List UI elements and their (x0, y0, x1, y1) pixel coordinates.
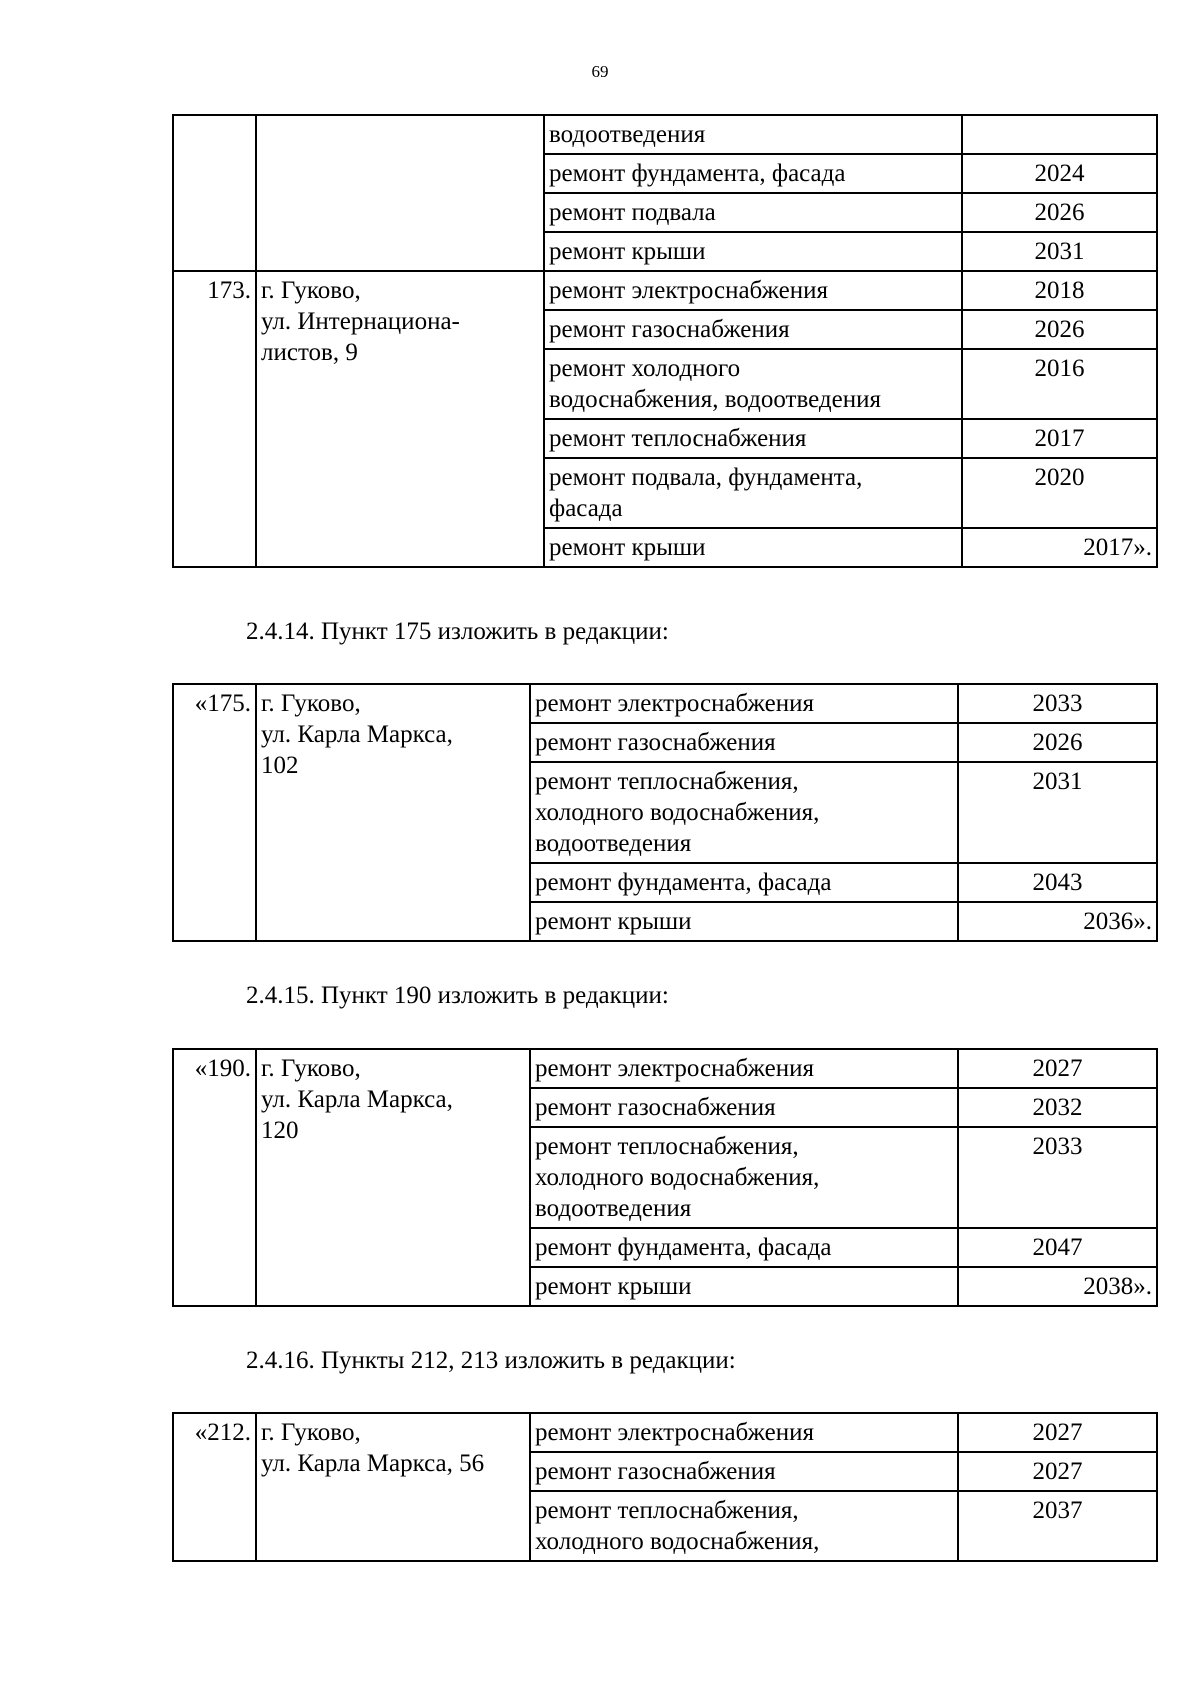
work-line: ремонт подвала, фундамента, (549, 464, 863, 491)
work-cell (544, 458, 962, 528)
num-cell (173, 115, 256, 271)
work-cell: ремонт электроснабжения (530, 1049, 958, 1088)
work-line: водоотведения (535, 1195, 692, 1222)
year-cell: 2032 (958, 1088, 1157, 1127)
work-cell: ремонт крыши (544, 528, 962, 567)
address-line: листов, 9 (261, 339, 358, 366)
address-line: 120 (261, 1117, 299, 1144)
work-line: холодного водоснабжения, (535, 799, 820, 826)
work-cell: ремонт газоснабжения (530, 1088, 958, 1127)
year-cell: 2027 (958, 1049, 1157, 1088)
work-line: холодного водоснабжения, (535, 1164, 820, 1191)
year-cell: 2018 (962, 271, 1157, 310)
year-cell: 2031 (962, 232, 1157, 271)
year-cell: 2047 (958, 1228, 1157, 1267)
address-line: 102 (261, 752, 299, 779)
address-line: ул. Карла Маркса, (261, 721, 453, 748)
work-cell (530, 1491, 958, 1561)
year-cell: 2043 (958, 863, 1157, 902)
address-line: г. Гуково, (261, 277, 361, 304)
year-cell: 2026 (962, 193, 1157, 232)
work-cell (544, 349, 962, 419)
work-line: ремонт теплоснабжения, (535, 1497, 799, 1524)
repair-table-175 (172, 683, 1158, 942)
work-cell: ремонт крыши (530, 1267, 958, 1306)
table-row (173, 1413, 1157, 1452)
work-cell: ремонт газоснабжения (544, 310, 962, 349)
year-cell: 2024 (962, 154, 1157, 193)
repair-table-212 (172, 1412, 1158, 1562)
work-cell: ремонт фундамента, фасада (530, 1228, 958, 1267)
address-line: г. Гуково, (261, 1055, 361, 1082)
year-cell (962, 115, 1157, 154)
work-line: водоснабжения, водоотведения (549, 386, 881, 413)
address-cell (256, 684, 530, 941)
work-cell: ремонт электроснабжения (530, 684, 958, 723)
address-cell (256, 271, 544, 567)
page-number: 69 (591, 62, 609, 81)
year-cell: 2031 (958, 762, 1157, 863)
table-row (173, 271, 1157, 310)
work-line: ремонт теплоснабжения, (535, 1133, 799, 1160)
work-line: ремонт холодного (549, 355, 741, 382)
item-number: 173. (173, 271, 256, 567)
repair-table-190 (172, 1048, 1158, 1307)
year-cell: 2020 (962, 458, 1157, 528)
year-cell: 2037 (958, 1491, 1157, 1561)
year-cell: 2017 (962, 419, 1157, 458)
item-number: «212. (173, 1413, 256, 1561)
year-cell: 2027 (958, 1413, 1157, 1452)
work-cell: ремонт крыши (544, 232, 962, 271)
year-cell: 2038». (958, 1267, 1157, 1306)
address-cell (256, 1049, 530, 1306)
address-line: г. Гуково, (261, 1419, 361, 1446)
work-cell: ремонт электроснабжения (530, 1413, 958, 1452)
year-cell: 2017». (962, 528, 1157, 567)
work-cell: ремонт крыши (530, 902, 958, 941)
year-cell: 2033 (958, 1127, 1157, 1228)
work-cell: ремонт теплоснабжения (544, 419, 962, 458)
year-cell: 2026 (958, 723, 1157, 762)
address-line: ул. Карла Маркса, (261, 1086, 453, 1113)
repair-table-173 (172, 114, 1158, 568)
paragraph-2-4-14: 2.4.14. Пункт 175 изложить в редакции: (246, 618, 669, 645)
year-cell: 2016 (962, 349, 1157, 419)
paragraph-2-4-16: 2.4.16. Пункты 212, 213 изложить в редакции: (246, 1347, 736, 1374)
work-cell (530, 762, 958, 863)
work-line: водоотведения (535, 830, 692, 857)
address-line: г. Гуково, (261, 690, 361, 717)
work-line: фасада (549, 495, 623, 522)
table-row (173, 1049, 1157, 1088)
year-cell: 2026 (962, 310, 1157, 349)
work-cell: ремонт фундамента, фасада (544, 154, 962, 193)
work-cell: ремонт фундамента, фасада (530, 863, 958, 902)
work-line: холодного водоснабжения, (535, 1528, 820, 1555)
work-cell: ремонт электроснабжения (544, 271, 962, 310)
year-cell: 2033 (958, 684, 1157, 723)
item-number: «175. (173, 684, 256, 941)
address-line: ул. Карла Маркса, 56 (261, 1450, 485, 1477)
item-number: «190. (173, 1049, 256, 1306)
work-cell: ремонт подвала (544, 193, 962, 232)
year-cell: 2027 (958, 1452, 1157, 1491)
address-cell (256, 115, 544, 271)
work-cell: ремонт газоснабжения (530, 723, 958, 762)
work-cell: ремонт газоснабжения (530, 1452, 958, 1491)
work-cell (530, 1127, 958, 1228)
work-cell: водоотведения (544, 115, 962, 154)
year-cell: 2036». (958, 902, 1157, 941)
paragraph-2-4-15: 2.4.15. Пункт 190 изложить в редакции: (246, 982, 669, 1009)
address-cell (256, 1413, 530, 1561)
address-line: ул. Интернациона- (261, 308, 460, 335)
work-line: ремонт теплоснабжения, (535, 768, 799, 795)
table-row (173, 115, 1157, 154)
table-row (173, 684, 1157, 723)
